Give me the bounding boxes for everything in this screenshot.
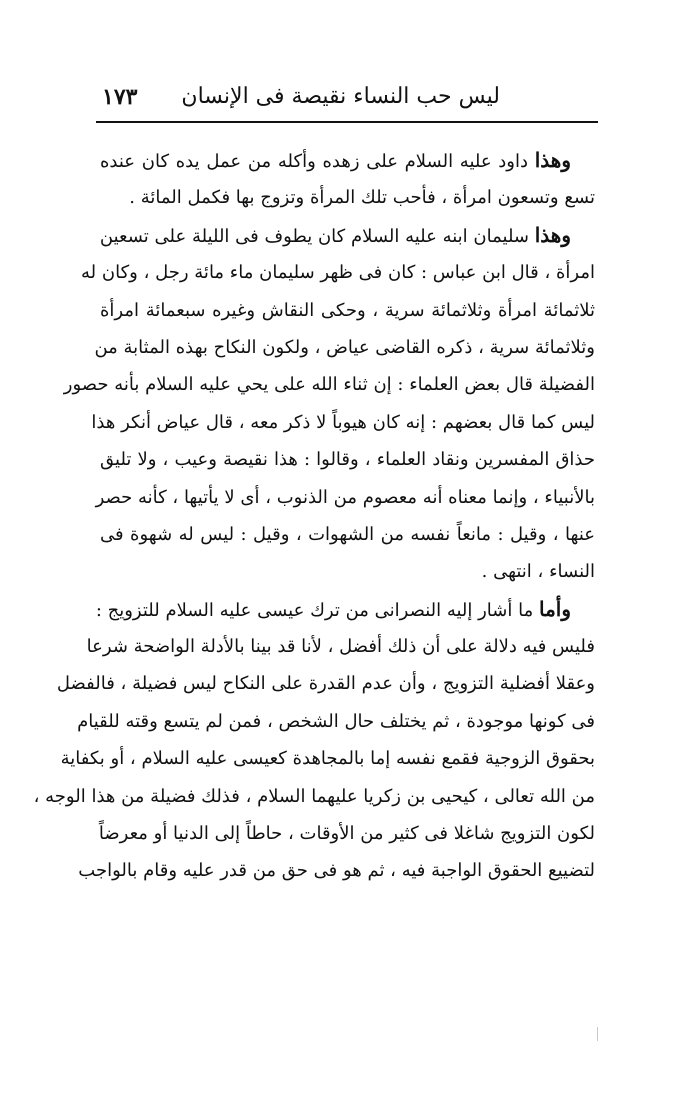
text-line: فى كونها موجودة ، ثم يختلف حال الشخص ، فمن لم يتسع وقته للقيام [77,710,595,732]
text-line: الفضيلة قال بعض العلماء : إن ثناء الله على يحي عليه السلام بأنه حصور [63,374,595,396]
text-line: ثلاثمائة امرأة وثلاثمائة سرية ، وحكى النقاش وغيره سبعمائة امرأة [100,299,595,321]
text-line: وعقلا أفضلية التزويج ، وأن عدم القدرة على النكاح ليس فضيلة ، فالفضل [56,673,595,695]
paragraph-lead-word: وهذا [534,148,571,172]
line-text: ما أشار إليه النصرانى من ترك عيسى عليه السلام للتزويج : [95,599,534,621]
running-header [96,78,598,122]
text-line: النساء ، انتهى . [481,561,595,583]
text-line [100,217,595,254]
text-line: تسع وتسعون امرأة ، فأحب تلك المرأة وتزوج بها فكمل المائة . [129,187,595,209]
paragraph-lead-word: وأما [538,596,571,621]
text-line: بحقوق الزوجية فقمع نفسه إما بالمجاهدة كعيسى عليه السلام ، أو بكفاية [60,748,595,770]
text-line: حذاق المفسرين ونقاد العلماء ، وقالوا : هذا نقيصة وعيب ، ولا تليق [100,449,595,471]
header-rule [96,121,598,123]
text-line: ليس كما قال بعضهم : إنه كان هيوباً لا ذكر معه ، قال عياض أنكر هذا [91,411,595,433]
text-line: فليس فيه دلالة على أن ذلك أفضل ، لأنا قد بينا بالأدلة الواضحة شرعا [86,636,595,658]
text-line: وثلاثمائة سرية ، ذكره القاضى عياض ، ولكون النكاح بهذه المثابة من [94,336,595,358]
text-line [95,591,595,628]
page-number: ١٧٣ [102,84,138,110]
paragraph-lead-word: وهذا [534,222,571,247]
text-line [100,142,595,179]
header-title: ليس حب النساء نقيصة فى الإنسان [181,84,500,109]
text-line: لكون التزويج شاغلا فى كثير من الأوقات ، حاطاً إلى الدنيا أو معرضاً [98,823,595,845]
body-text [33,142,595,890]
page-speck [597,1027,598,1041]
text-line: عنها ، وقيل : مانعاً نفسه من الشهوات ، وقيل : ليس له شهوة فى [100,523,595,545]
line-text: سليمان ابنه عليه السلام كان يطوف فى الليلة على تسعين [99,225,529,247]
text-line: من الله تعالى ، كيحيى بن زكريا عليهما السلام ، فذلك فضيلة من هذا الوجه ، [33,785,595,807]
text-line: لتضييع الحقوق الواجبة فيه ، ثم هو فى حق من قدر عليه وقام بالواجب [78,860,595,882]
line-text: داود عليه السلام على زهده وأكله من عمل يده كان عنده [100,151,529,172]
text-line: بالأنبياء ، وإنما معناه أنه معصوم من الذنوب ، أى لا يأتيها ، كأنه حصر [95,486,595,508]
text-line: امرأة ، قال ابن عباس : كان فى ظهر سليمان ماء مائة رجل ، وكان له [81,262,595,284]
